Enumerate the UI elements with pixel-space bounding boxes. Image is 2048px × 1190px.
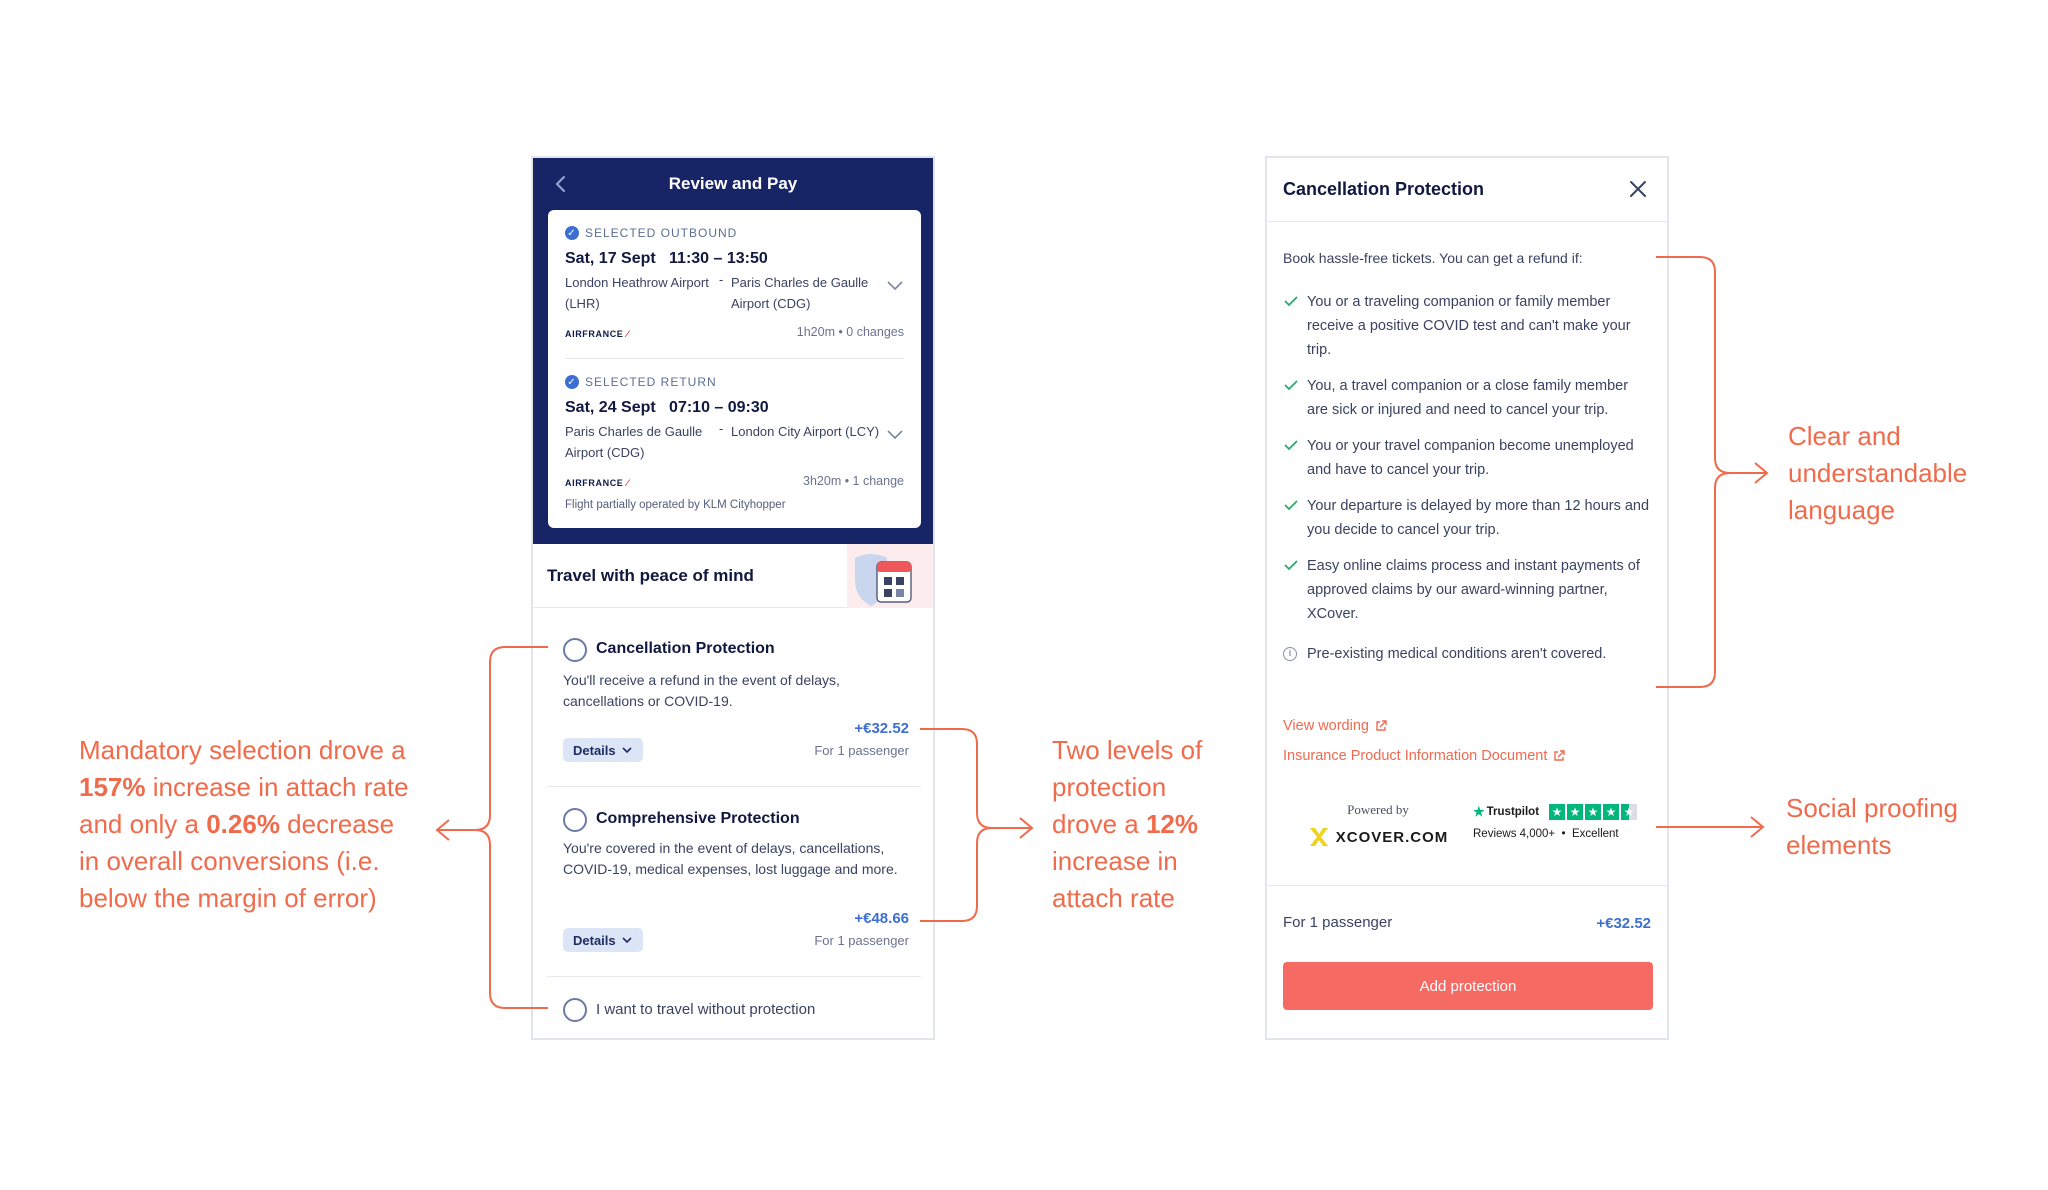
xcover-mark-icon (1308, 826, 1330, 848)
chevron-down-icon (621, 935, 633, 945)
list-item: You or a traveling companion or family member receive a positive COVID test and can't make your trip. (1283, 290, 1653, 362)
right-top-arrow (1730, 463, 1767, 483)
return-origin: Paris Charles de Gaulle Airport (CDG) (565, 424, 703, 460)
outbound-duration: 1h20m • 0 changes (796, 325, 904, 339)
right-bottom-arrow (1656, 817, 1763, 837)
divider (547, 976, 921, 977)
return-duration: 3h20m • 1 change (803, 474, 904, 488)
half-star-icon: ★ (1621, 804, 1637, 820)
checkmark-icon (1283, 293, 1299, 309)
trustpilot-row (1473, 804, 1643, 820)
option-description: You'll receive a refund in the event of delays, cancellations or COVID-19. (563, 672, 840, 709)
divider (547, 786, 921, 787)
trustpilot-badge (1473, 804, 1643, 840)
check-icon: ✓ (565, 375, 579, 389)
star-icon: ★ (1585, 804, 1601, 820)
modal-title: Cancellation Protection (1283, 179, 1485, 199)
option-title: Comprehensive Protection (596, 810, 800, 827)
option-cancellation-protection[interactable] (563, 638, 909, 778)
exclusion-item: i Pre-existing medical conditions aren't covered. (1283, 642, 1653, 666)
route-dash: - (719, 421, 724, 436)
powered-by-label: Powered by (1347, 802, 1409, 817)
checkmark-icon (1283, 377, 1299, 393)
airline-logo: AIRFRANCE ⁄ (565, 478, 629, 488)
star-icon: ★ (1549, 804, 1565, 820)
return-tag (565, 375, 717, 389)
benefit-list (1283, 290, 1653, 666)
annotation-mandatory-selection: Mandatory selection drove a 157% increase in attach rate and only a 0.26% decrease in overall conversions (i.e. below the margin of error) (79, 735, 409, 913)
peace-of-mind-title: Travel with peace of mind (547, 566, 754, 585)
star-icon: ★ (1567, 804, 1583, 820)
option-no-protection[interactable] (563, 998, 909, 1028)
review-and-pay-screen (531, 156, 935, 1040)
option-passenger-count: For 1 passenger (814, 933, 909, 948)
middle-arrow (992, 818, 1032, 838)
info-icon: i (1283, 647, 1297, 661)
checkmark-icon (1283, 557, 1299, 573)
list-item: Your departure is delayed by more than 12 hours and you decide to cancel your trip. (1283, 494, 1653, 542)
outbound-origin: London Heathrow Airport (LHR) (565, 275, 709, 311)
radio-no-protection[interactable] (563, 998, 587, 1022)
option-comprehensive-protection[interactable] (563, 808, 909, 958)
checkmark-icon (1283, 497, 1299, 513)
list-item: You or your travel companion become unemployed and have to cancel your trip. (1283, 434, 1653, 482)
xcover-badge (1303, 802, 1453, 848)
trustpilot-star-icon: ★ (1473, 804, 1485, 819)
divider (1267, 885, 1667, 886)
peace-of-mind-banner (533, 544, 933, 608)
shield-ticket-illustration-icon (847, 544, 933, 608)
intro-text: Book hassle-free tickets. You can get a refund if: (1283, 250, 1583, 266)
external-link-icon (1552, 749, 1566, 763)
cancellation-protection-modal (1265, 156, 1669, 1040)
option-title: Cancellation Protection (596, 640, 775, 657)
outbound-destination: Paris Charles de Gaulle Airport (CDG) (731, 275, 869, 311)
passenger-label: For 1 passenger (1283, 914, 1393, 931)
details-label: Details (573, 932, 616, 948)
details-label: Details (573, 742, 616, 758)
back-arrow-icon[interactable] (549, 172, 573, 196)
external-link-icon (1374, 719, 1388, 733)
radio-cancellation[interactable] (563, 638, 587, 662)
app-header (533, 158, 933, 210)
airline-logo: AIRFRANCE ⁄ (565, 329, 629, 339)
outbound-date-time: Sat, 17 Sept 11:30 – 13:50 (565, 250, 768, 267)
return-tag-label: SELECTED RETURN (585, 375, 717, 389)
modal-header (1267, 158, 1667, 222)
rating-stars (1549, 804, 1637, 820)
return-destination: London City Airport (LCY) (731, 424, 880, 439)
trustpilot-reviews: Reviews 4,000+ • Excellent (1473, 828, 1619, 840)
outbound-segment (565, 210, 904, 358)
flight-summary-card (548, 210, 921, 528)
add-protection-button[interactable]: Add protection (1283, 962, 1653, 1010)
outbound-tag-label: SELECTED OUTBOUND (585, 226, 738, 240)
checkmark-icon (1283, 437, 1299, 453)
details-button[interactable] (563, 738, 643, 762)
star-icon: ★ (1603, 804, 1619, 820)
radio-comprehensive[interactable] (563, 808, 587, 832)
list-item: You, a travel companion or a close family member are sick or injured and need to cancel your trip. (1283, 374, 1653, 422)
return-date-time: Sat, 24 Sept 07:10 – 09:30 (565, 399, 769, 416)
page-title: Review and Pay (668, 174, 798, 193)
option-description: You're covered in the event of delays, cancellations, COVID-19, medical expenses, lost luggage and more. (563, 840, 898, 877)
annotation-clear-language: Clear and understandable language (1788, 421, 1968, 525)
annotation-social-proof: Social proofing elements (1786, 793, 1958, 860)
details-button[interactable] (563, 928, 643, 952)
option-passenger-count: For 1 passenger (814, 743, 909, 758)
check-icon: ✓ (565, 226, 579, 240)
chevron-down-icon[interactable] (886, 427, 904, 441)
return-segment (565, 358, 904, 524)
xcover-logo (1303, 826, 1453, 848)
outbound-tag (565, 226, 737, 240)
view-wording-link[interactable]: View wording (1283, 718, 1388, 734)
option-price: +€48.66 (854, 910, 909, 927)
option-price: +€32.52 (854, 720, 909, 737)
option-title: I want to travel without protection (596, 1001, 816, 1018)
annotation-two-levels: Two levels of protection drove a 12% increase in attach rate (1052, 735, 1203, 913)
chevron-down-icon (621, 745, 633, 755)
ipid-link[interactable]: Insurance Product Information Document (1283, 748, 1566, 764)
total-price: +€32.52 (1596, 915, 1651, 932)
xcover-wordmark: XCOVER.COM (1335, 828, 1449, 846)
route-dash: - (719, 272, 724, 287)
trustpilot-logo: ★ Trustpilot (1473, 804, 1540, 819)
operator-note: Flight partially operated by KLM Cityhopper (565, 499, 786, 511)
left-arrow (437, 820, 475, 840)
list-item: Easy online claims process and instant payments of approved claims by our award-winning partner, XCover. (1283, 554, 1653, 626)
close-icon[interactable] (1627, 178, 1649, 200)
chevron-down-icon[interactable] (886, 278, 904, 292)
